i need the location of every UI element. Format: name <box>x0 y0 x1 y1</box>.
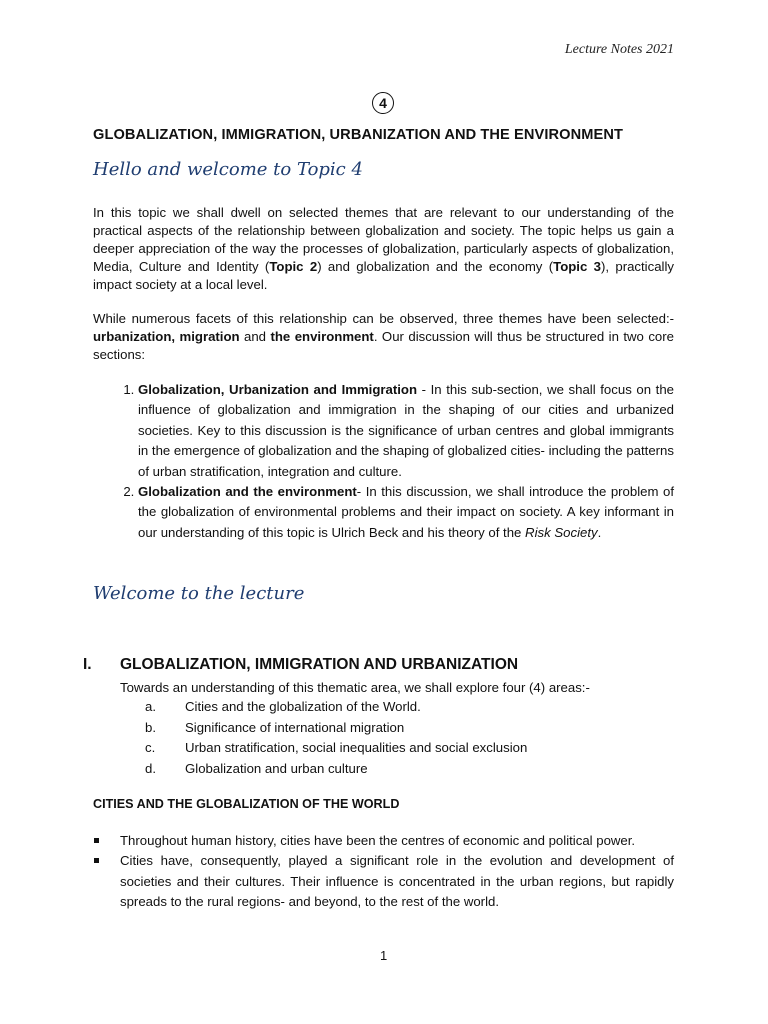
core-section-item: 1. Globalization, Urbanization and Immigration - In this sub-section, we shall focus on the influence of globalization and immigration in the shaping of our cities and urbanized societies. Key to this discussion is the significance of urban centres and global immigrants in the emergence of globalization and the shaping of globalized cities- including the patterns of urban stratification, integration and culture. <box>138 380 674 482</box>
section-intro: Towards an understanding of this thematic area, we shall explore four (4) areas:- <box>120 680 590 695</box>
section-number: I. <box>83 656 92 673</box>
lecture-heading: Welcome to the lecture <box>93 583 305 604</box>
core-section-item: 2. Globalization and the environment- In this discussion, we shall introduce the problem of the globalization of environmental problems and their impact on society. A key informant in our understanding of this topic is Ulrich Beck and his theory of the Risk Society. <box>138 482 674 543</box>
intro-paragraph-1: In this topic we shall dwell on selected themes that are relevant to our understanding of the practical aspects of the relationship between globalization and society. The topic helps us gain a deeper appreciation of the way the processes of globalization, particularly aspects of globalization, Media, Culture and Identity (Topic 2) and globalization and the economy (Topic 3), practically impact society at a local level. <box>93 205 674 292</box>
environment-bold: the environment <box>270 328 374 344</box>
topic-2-ref: Topic 2 <box>269 258 318 274</box>
bullet-item: Cities have, consequently, played a significant role in the evolution and development of societies and their cultures. Their influence is concentrated in the urban regions, but rapidly spreads to the rural regions- and beyond, to the rest of the world. <box>93 851 674 912</box>
bullet-item: Throughout human history, cities have been the centres of economic and political power. <box>93 831 674 851</box>
core-section-title: Globalization, Urbanization and Immigration <box>138 382 418 397</box>
core-section-title: Globalization and the environment <box>138 484 357 500</box>
bullet-list <box>93 831 674 913</box>
area-item: d. Globalization and urban culture <box>145 760 368 776</box>
subsection-heading: CITIES AND THE GLOBALIZATION OF THE WORLD <box>93 797 400 811</box>
welcome-heading: Hello and welcome to Topic 4 <box>93 159 363 180</box>
square-bullet-icon <box>94 858 99 863</box>
lecture-notes-header: Lecture Notes 2021 <box>564 42 674 57</box>
area-item: b. Significance of international migration <box>145 719 405 735</box>
core-sections-list <box>93 380 674 543</box>
document-title: GLOBALIZATION, IMMIGRATION, URBANIZATION AND THE ENVIRONMENT <box>93 127 623 143</box>
area-item: c. Urban stratification, social inequalities and social exclusion <box>145 740 528 756</box>
themes-bold: urbanization, migration <box>93 328 240 344</box>
intro-paragraph-2: While numerous facets of this relationship can be observed, three themes have been selected:- urbanization, migration and the environment. Our discussion will thus be structured in two core sections: <box>93 311 674 362</box>
areas-list <box>145 697 527 779</box>
topic-3-ref: Topic 3 <box>553 258 601 274</box>
page-number: 1 <box>380 948 388 963</box>
risk-society-term: Risk Society <box>525 524 598 540</box>
section-title: GLOBALIZATION, IMMIGRATION AND URBANIZATION <box>120 656 519 673</box>
topic-number-badge: 4 <box>372 92 394 114</box>
area-item: a. Cities and the globalization of the World. <box>145 699 421 714</box>
square-bullet-icon <box>94 838 99 843</box>
